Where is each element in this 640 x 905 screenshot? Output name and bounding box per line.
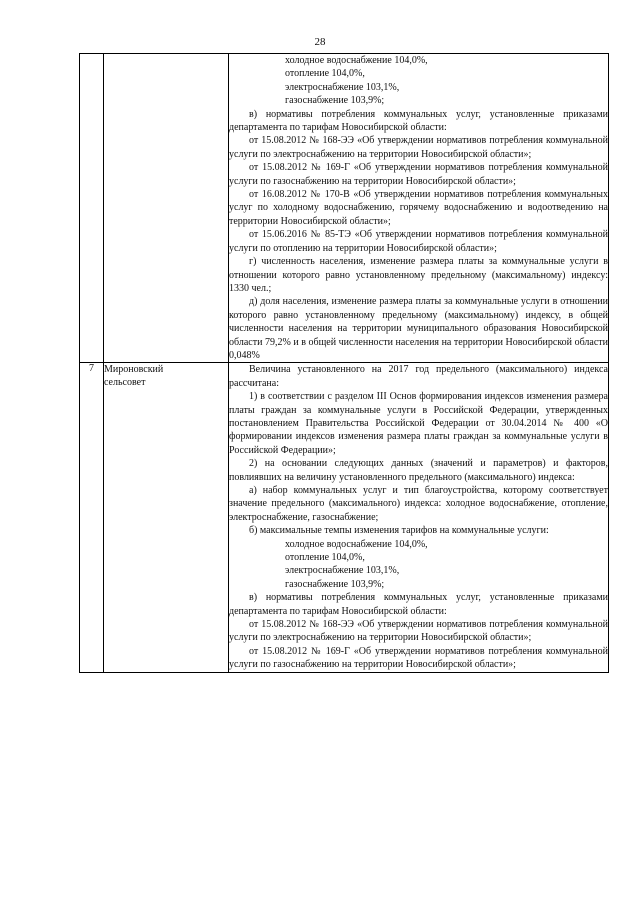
municipality-name: [104, 363, 229, 672]
table-row: [80, 54, 609, 363]
row-number: 7: [80, 363, 104, 672]
row-number: [80, 54, 104, 363]
paragraph: в) нормативы потребления коммунальных услуг, установленные приказами департамента по тарифам Новосибирской области:: [229, 592, 608, 617]
paragraph: г) численность населения, изменение размера платы за коммунальные услуги в отношении которого равно установленному предельному (максимальному) индексу: 1330 чел.;: [229, 256, 608, 294]
paragraph: от 15.08.2012 № 168-ЭЭ «Об утверждении нормативов потребления коммунальной услуги по электроснабжению на территории Новосибирской области»;: [229, 135, 608, 160]
paragraph: а) набор коммунальных услуг и тип благоустройства, которому соответствует значение предельного (максимального) индекса: холодное водоснабжение, отопление, электроснабжение, газоснабжение;: [229, 485, 608, 523]
paragraph: электроснабжение 103,1%,: [285, 565, 400, 577]
paragraph: газоснабжение 103,9%;: [285, 578, 385, 590]
document-table: [79, 53, 609, 673]
paragraph: от 15.08.2012 № 169-Г «Об утверждении нормативов потребления коммунальной услуги по газоснабжению на территории Новосибирской области»;: [229, 162, 608, 187]
paragraph: от 15.08.2012 № 168-ЭЭ «Об утверждении нормативов потребления коммунальной услуги по электроснабжению на территории Новосибирской области»;: [229, 619, 608, 644]
paragraph: от 15.08.2012 № 169-Г «Об утверждении нормативов потребления коммунальной услуги по газоснабжению на территории Новосибирской области»;: [229, 645, 608, 671]
paragraph: б) максимальные темпы изменения тарифов на коммунальные услуги:: [249, 525, 549, 537]
paragraph: Величина установленного на 2017 год предельного (максимального) индекса рассчитана:: [229, 364, 608, 389]
index-description: [229, 363, 609, 672]
paragraph: электроснабжение 103,1%,: [285, 81, 400, 93]
paragraph: от 15.06.2016 № 85-ТЭ «Об утверждении нормативов потребления коммунальной услуги по отоплению на территории Новосибирской области»;: [229, 229, 608, 254]
paragraph: холодное водоснабжение 104,0%,: [285, 538, 428, 550]
paragraph: холодное водоснабжение 104,0%,: [285, 55, 428, 66]
paragraph: отопление 104,0%,: [285, 552, 365, 564]
paragraph: 1) в соответствии с разделом III Основ формирования индексов изменения размера платы граждан за коммунальные услуги в Российской Федерации, утвержденных постановлением Правительства Российской Федерации от 30.04.2014 № 400 «О формировании индексов изменения размера платы граждан за коммунальные услуги в Российской Федерации»;: [229, 391, 608, 456]
paragraph: отопление 104,0%,: [285, 68, 365, 80]
paragraph: газоснабжение 103,9%;: [285, 95, 385, 107]
paragraph: от 16.08.2012 № 170-В «Об утверждении нормативов потребления коммунальных услуг по холодному водоснабжению, горячему водоснабжению и водоотведению на территории Новосибирской области»;: [229, 189, 608, 227]
paragraph: д) доля населения, изменение размера платы за коммунальные услуги в отношении которого равно установленному предельному (максимальному) индексу, в общей численности населения на территории муниципального образования Новосибирской области 79,2% и в общей численности населения на территории Новосибирской области 0,048%: [229, 296, 608, 361]
page-number: 28: [314, 36, 326, 48]
table-row: [80, 363, 609, 672]
municipality-name: [104, 54, 229, 363]
paragraph: 2) на основании следующих данных (значений и параметров) и факторов, повлиявших на величину установленного предельного (максимального) индекса:: [229, 458, 608, 483]
municipality-name-line: Мироновский: [104, 364, 164, 376]
municipality-name-line: сельсовет: [104, 377, 146, 389]
paragraph: в) нормативы потребления коммунальных услуг, установленные приказами департамента по тарифам Новосибирской области:: [229, 108, 608, 134]
index-description: [229, 54, 609, 363]
